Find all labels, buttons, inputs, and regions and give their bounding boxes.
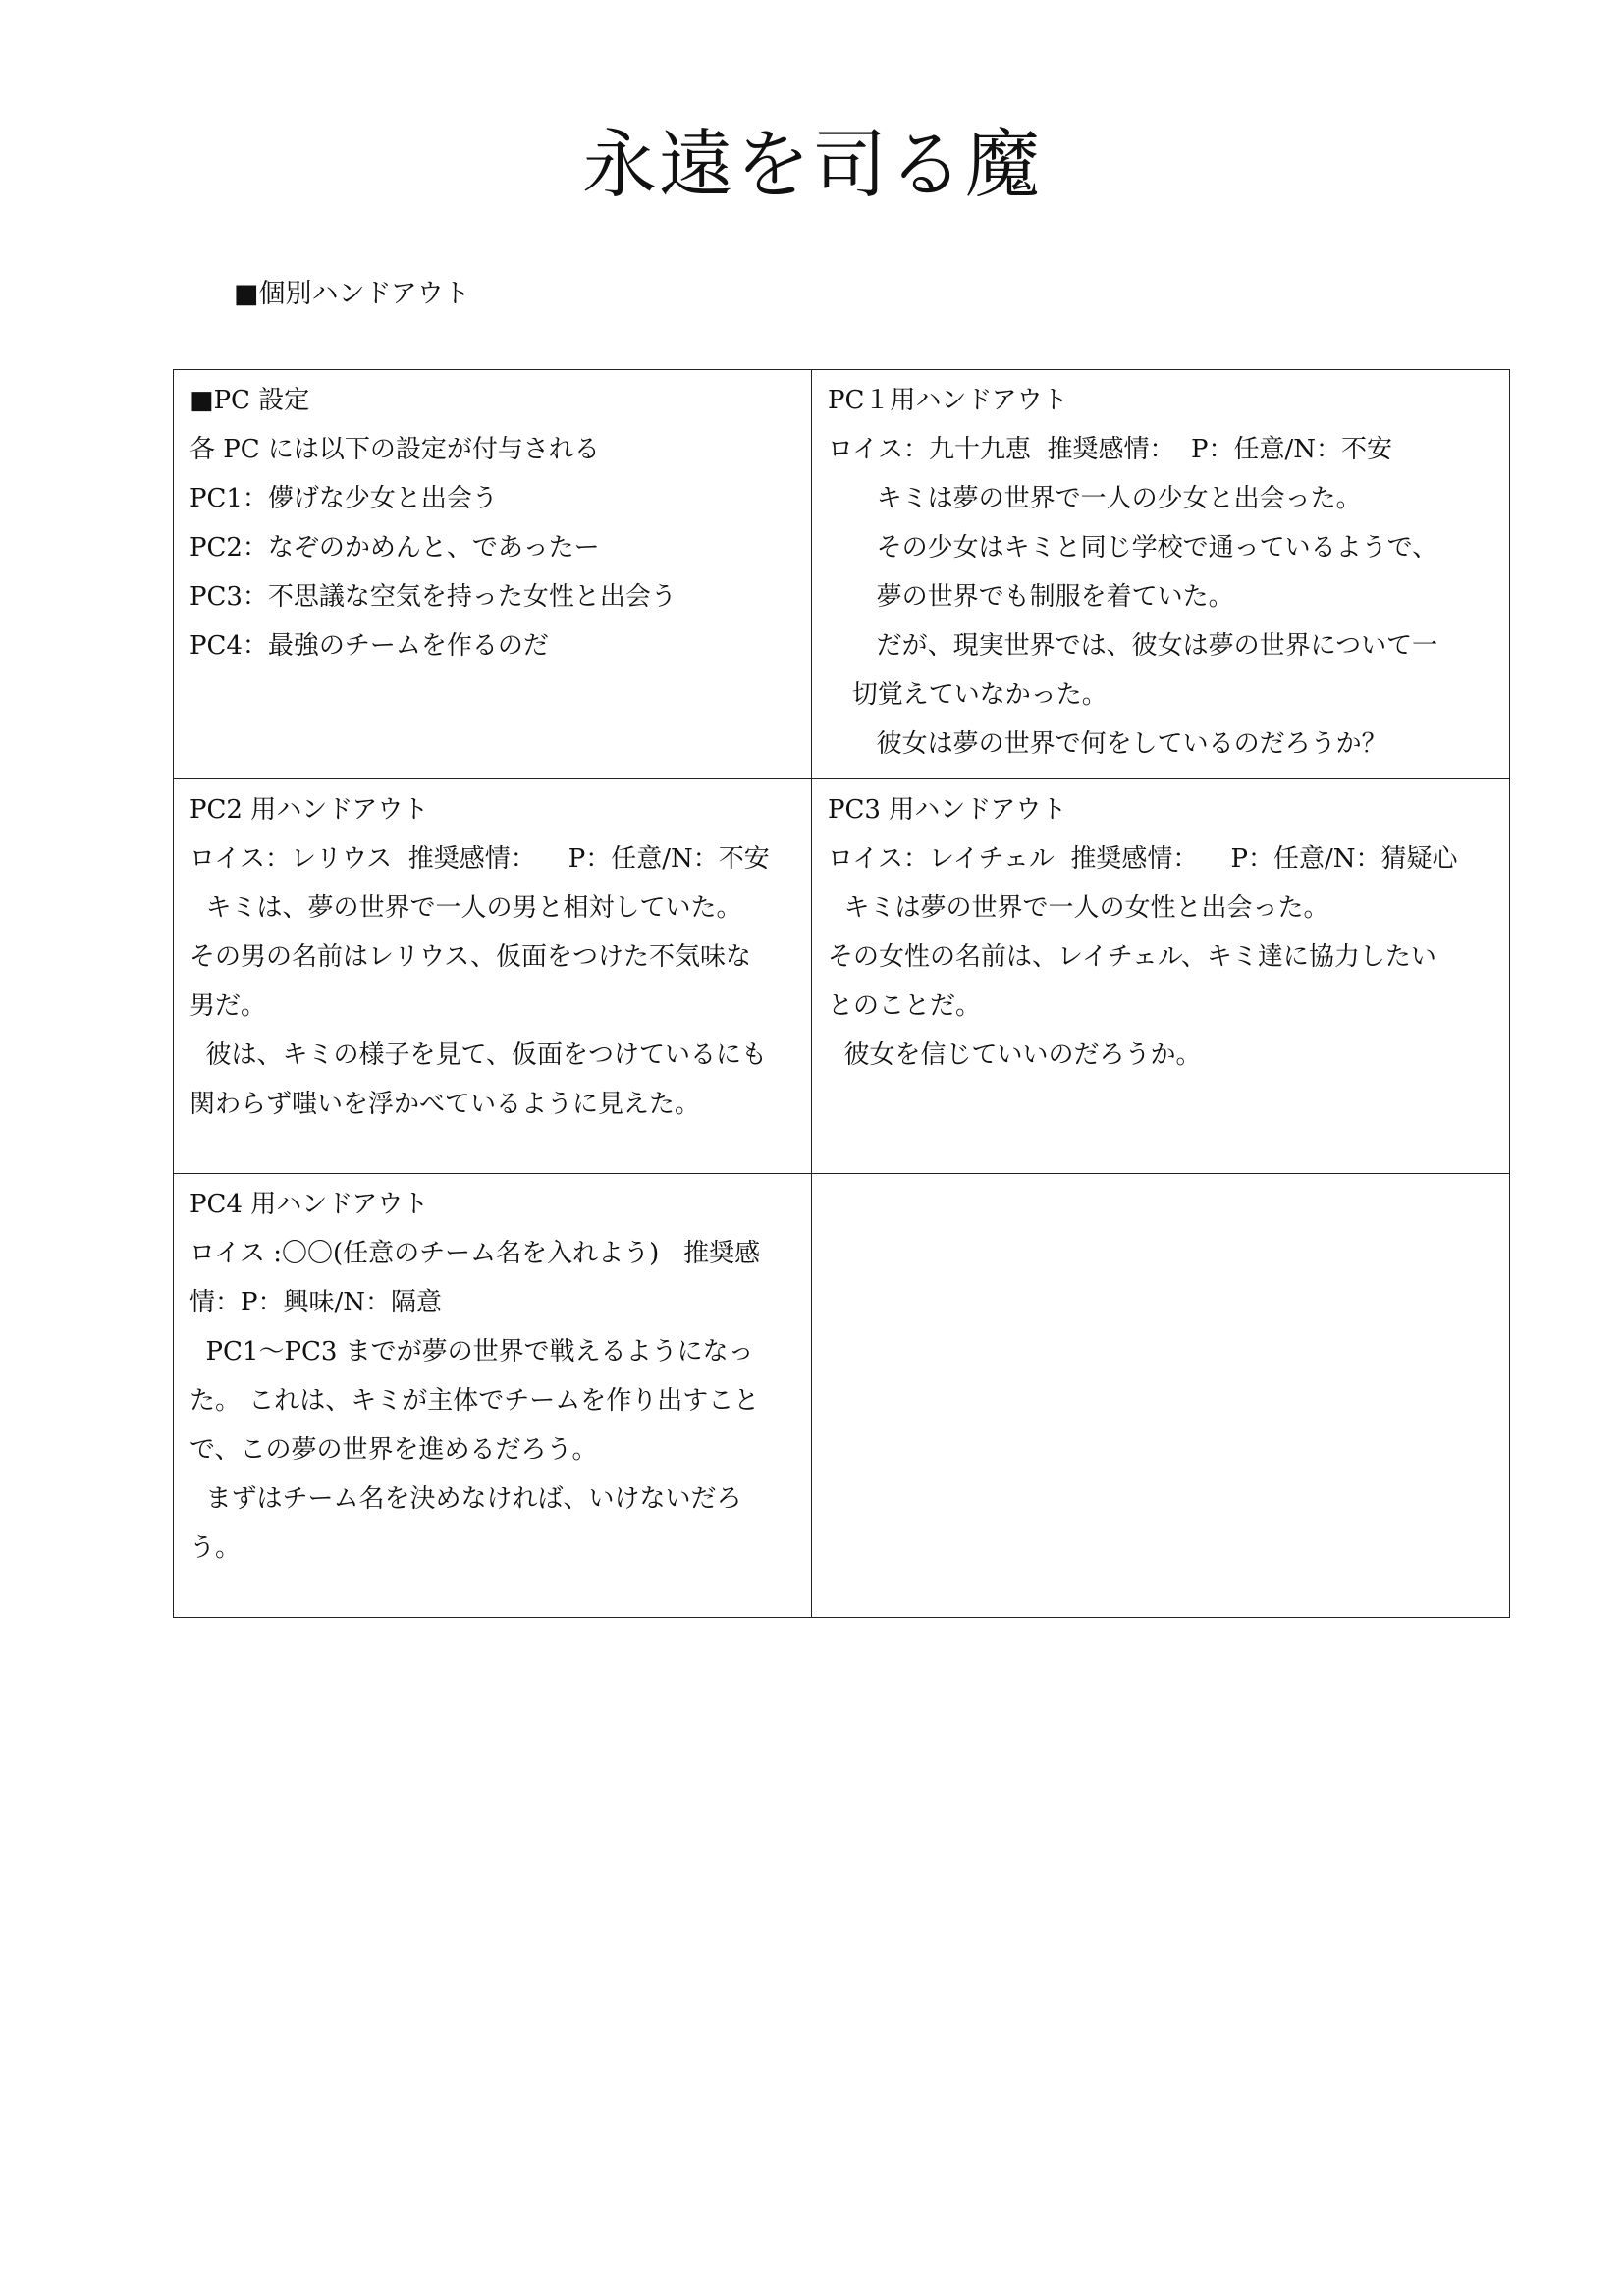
cell-text-line: ロイス：レリウス 推奨感情： P：任意/N：不安 [189, 844, 770, 874]
cell-heading: PC１用ハンドアウト [828, 386, 1068, 415]
cell-text-line: ロイス :〇〇(任意のチーム名を入れよう) 推奨感 [189, 1239, 761, 1268]
cell-heading: PC4 用ハンドアウト [189, 1190, 429, 1219]
cell-text-line: その男の名前はレリウス、仮面をつけた不気味な [189, 942, 752, 972]
cell-text-line: 彼女を信じていいのだろうか。 [828, 1041, 1202, 1070]
cell-text-line: PC3：不思議な空気を持った女性と出会う [189, 582, 677, 612]
cell-text-line: 夢の世界でも制服を着ていた。 [828, 582, 1234, 612]
pc2-handout-cell [174, 779, 812, 1174]
cell-text-line: 切覚えていなかった。 [828, 680, 1108, 710]
cell-heading: PC3 用ハンドアウト [828, 795, 1067, 825]
cell-text-line: PC4：最強のチームを作るのだ [189, 631, 549, 661]
cell-text-line: だが、現実世界では、彼女は夢の世界について一 [828, 631, 1438, 661]
cell-text-line: 彼は、キミの様子を見て、仮面をつけているにも [189, 1041, 768, 1070]
cell-text-line: PC1～PC3 までが夢の世界で戦えるようになっ [189, 1337, 754, 1366]
cell-text-line: 情：P：興味/N：隔意 [189, 1288, 443, 1317]
cell-text-line: 男だ。 [189, 991, 267, 1021]
cell-text-line: キミは夢の世界で一人の女性と出会った。 [828, 893, 1329, 923]
table-row [174, 779, 1510, 1174]
cell-text-line: PC1：儚げな少女と出会う [189, 484, 498, 513]
cell-text-line: キミは夢の世界で一人の少女と出会った。 [828, 484, 1362, 513]
cell-text-line: う。 [189, 1533, 242, 1563]
cell-text-line: キミは、夢の世界で一人の男と相対していた。 [189, 893, 742, 923]
cell-text-line: ロイス：レイチェル 推奨感情： P：任意/N：猜疑心 [828, 844, 1458, 874]
table-row [174, 1174, 1510, 1618]
cell-text-line: まずはチーム名を決めなければ、いけないだろ [189, 1484, 742, 1514]
cell-text-line: その少女はキミと同じ学校で通っているようで、 [828, 533, 1438, 562]
cell-text-line: とのことだ。 [828, 991, 982, 1021]
cell-text-line: ロイス：九十九恵 推奨感情： P：任意/N：不安 [828, 435, 1393, 464]
cell-text-line: 各 PC には以下の設定が付与される [189, 435, 600, 464]
cell-text-line: 彼女は夢の世界で何をしているのだろうか？ [828, 729, 1387, 759]
cell-text-line: で、この夢の世界を進めるだろう。 [189, 1435, 598, 1465]
pc3-handout-cell [812, 779, 1510, 1174]
document-title: 永遠を司る魔 [582, 121, 1042, 208]
cell-text-line: PC2：なぞのかめんと、であったー [189, 533, 600, 562]
pc1-handout-cell [812, 370, 1510, 779]
pc-settings-cell [174, 370, 812, 779]
cell-heading: ■PC 設定 [189, 386, 310, 415]
section-heading: ■個別ハンドアウト [234, 279, 470, 309]
cell-text-line: その女性の名前は、レイチェル、キミ達に協力したい [828, 942, 1436, 972]
table-row [174, 370, 1510, 779]
pc4-handout-cell [174, 1174, 812, 1618]
cell-heading: PC2 用ハンドアウト [189, 795, 429, 825]
cell-text-line: 関わらず嗤いを浮かべているように見えた。 [189, 1090, 701, 1119]
empty-cell [812, 1174, 1510, 1618]
cell-text-line: た。 これは、キミが主体でチームを作り出すこと [189, 1386, 760, 1415]
handout-table [173, 369, 1510, 1618]
